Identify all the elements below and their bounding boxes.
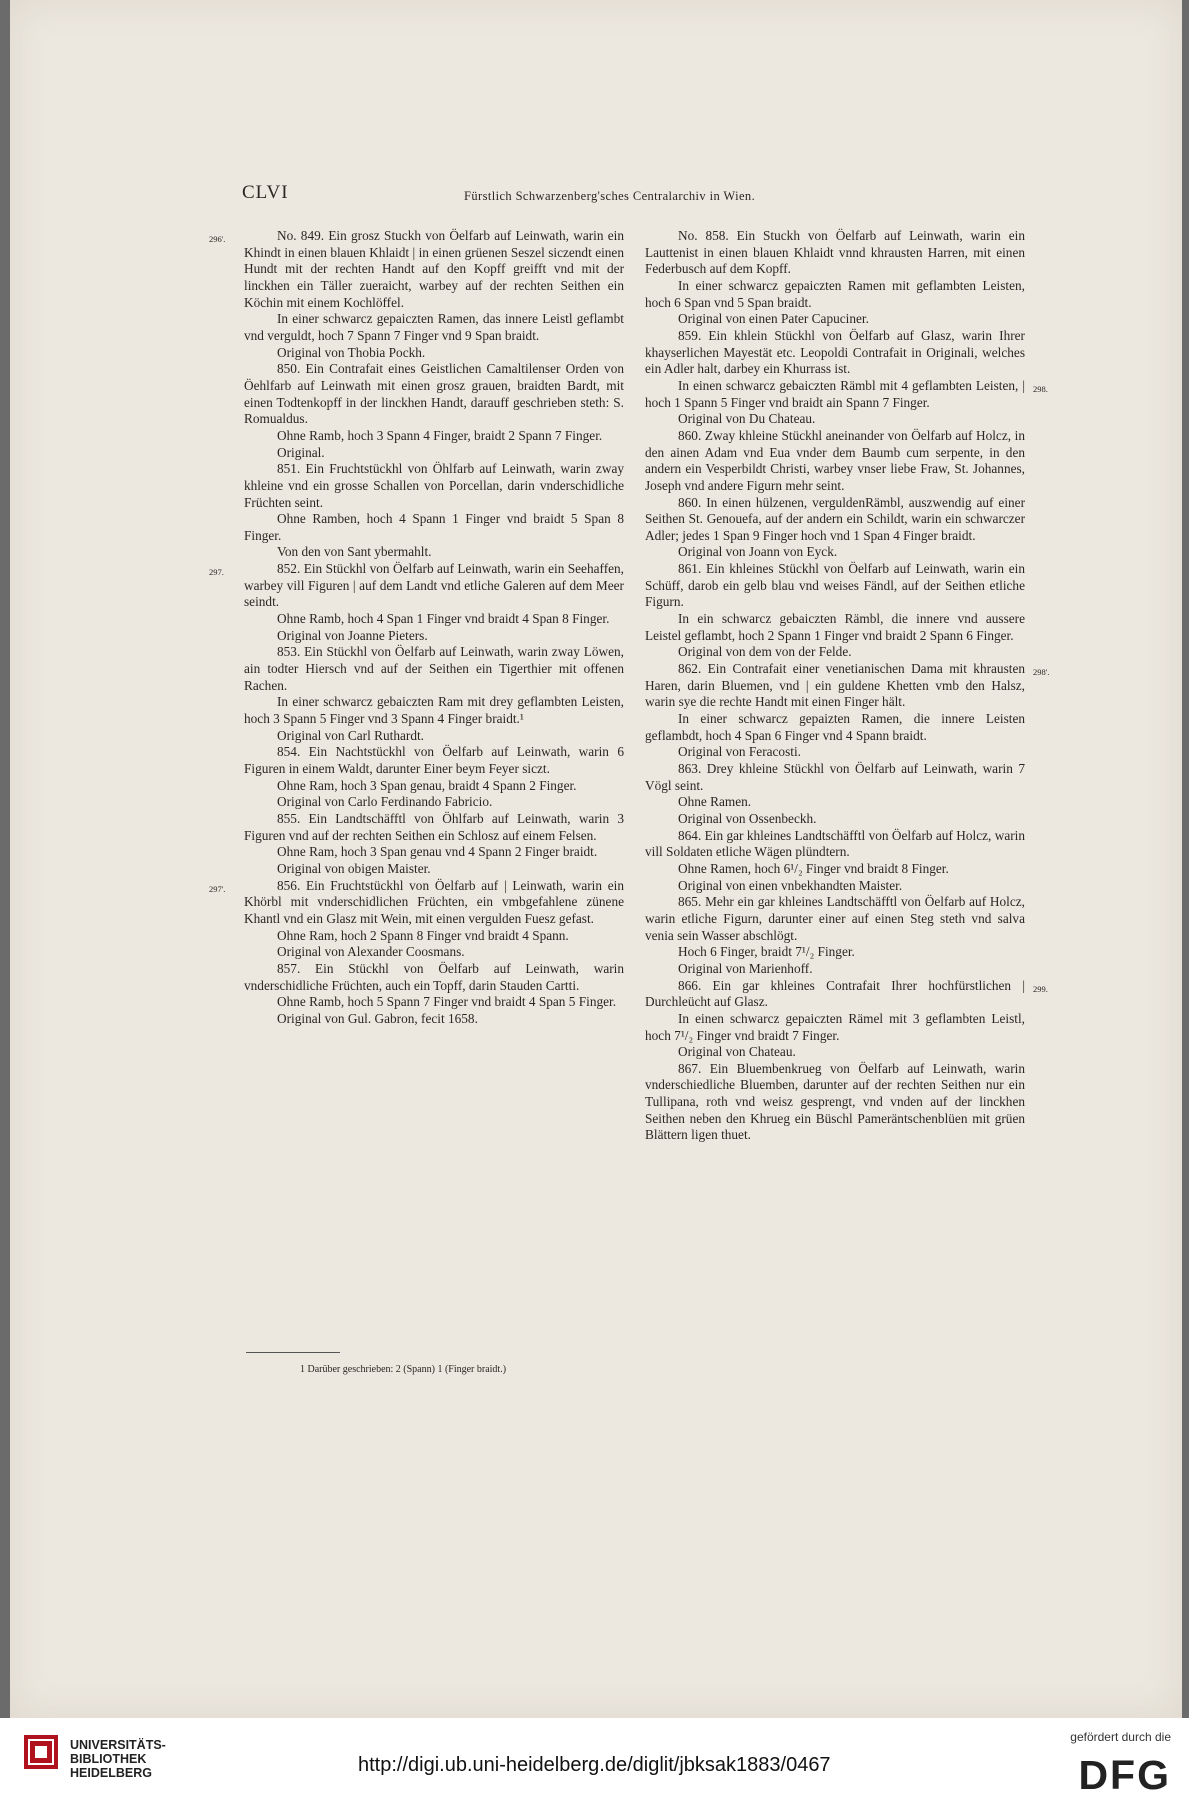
paragraph-text: Ohne Ramb, hoch 4 Span 1 Finger vnd braidt 4 Span 8 Finger.: [277, 611, 610, 627]
paragraph-text: Original von Ossenbeckh.: [678, 810, 817, 826]
paragraph-text: 862. Ein Contrafait einer venetianischen Dama mit khrausten Haren, darin Bluemen, vnd | ein guldene Khetten vmb den Halsz, warin sye die rechte Handt mit einen Finger hält.: [645, 661, 1025, 710]
paragraph-text: 855. Ein Landtschäfftl von Öhlfarb auf Leinwath, warin 3 Figuren vnd auf der rechten Seithen ein Schlosz auf einem Felsen.: [244, 810, 624, 843]
paragraph-text: 860. Zway khleine Stückhl aneinander von Öelfarb auf Holcz, in den ainen Adam vnd Eua vnder dem Baumb cum serpente, in den andern ein Vesperbildt Christi, warbey vnser liebe Fraw, St. Johannes, Joseph vnd andere Figurn mehr seint.: [645, 427, 1025, 493]
catalog-paragraph: [645, 228, 1025, 278]
margin-reference: 297.: [209, 567, 224, 578]
catalog-paragraph: [244, 345, 624, 362]
paragraph-text: 852. Ein Stückhl von Öelfarb auf Leinwath, warin ein Seehaffen, warbey vill Figuren | auf dem Landt vnd etliche Galeren auf dem Meer seindt.: [244, 561, 624, 610]
paragraph-text: Original von Alexander Coosmans.: [277, 944, 465, 960]
library-name-line-3: HEIDELBERG: [70, 1766, 152, 1780]
paragraph-text: Ohne Ramben, hoch 4 Spann 1 Finger vnd braidt 5 Span 8 Finger.: [244, 511, 624, 543]
paragraph-text: Ohne Ramen, hoch 6¹/₂ Finger vnd braidt 8 Finger.: [678, 860, 949, 876]
catalog-paragraph: [645, 794, 1025, 811]
catalog-paragraph: [244, 445, 624, 462]
catalog-paragraph: [645, 861, 1025, 878]
catalog-paragraph: [645, 744, 1025, 761]
paragraph-text: Original von Chateau.: [678, 1044, 796, 1060]
catalog-paragraph: [645, 977, 1048, 1011]
catalog-paragraph: [645, 428, 1025, 495]
catalog-paragraph: [244, 511, 624, 544]
margin-reference: 299.: [1033, 983, 1048, 994]
catalog-paragraph: [645, 661, 1050, 711]
catalog-paragraph: [645, 711, 1025, 744]
catalog-paragraph: [645, 544, 1025, 561]
catalog-paragraph: [645, 894, 1025, 944]
library-name: [70, 1738, 166, 1780]
catalog-paragraph: [244, 361, 624, 428]
catalog-paragraph: [244, 861, 624, 878]
catalog-paragraph: [244, 428, 624, 445]
library-logo-icon: [24, 1735, 58, 1769]
catalog-paragraph: [244, 728, 624, 745]
paragraph-text: Ohne Ramen.: [678, 794, 752, 810]
paragraph-text: 866. Ein gar khleines Contrafait Ihrer hochfürstlichen | Durchleücht auf Glasz.: [645, 977, 1025, 1010]
catalog-paragraph: [645, 495, 1025, 545]
paragraph-text: 854. Ein Nachtstückhl von Öelfarb auf Leinwath, warin 6 Figuren in einem Waldt, darunter Einer beym Feyer siczt.: [244, 744, 624, 776]
page-number: CLVI: [242, 182, 289, 203]
paragraph-text: Ohne Ram, hoch 2 Spann 8 Finger vnd braidt 4 Spann.: [277, 927, 569, 943]
catalog-paragraph: [244, 694, 624, 727]
paragraph-text: Original.: [277, 444, 325, 460]
catalog-paragraph: [244, 844, 624, 861]
margin-reference: 298'.: [1033, 667, 1050, 678]
catalog-paragraph: [244, 1011, 624, 1028]
catalog-paragraph: [244, 644, 624, 694]
paragraph-text: In ein schwarcz gebaiczten Rämbl, die innere vnd aussere Leistel geflambt, hoch 2 Spann 1 Finger vnd braidt 2 Spann 6 Finger.: [645, 611, 1025, 643]
paragraph-text: Original von Feracosti.: [678, 744, 801, 760]
paragraph-text: 860. In einen hülzenen, verguldenRämbl, auszwendig auf einer Seithen St. Genouefa, auf der andern ein Schildt, warin ein schwarczer Adler; jedes 1 Span 9 Finger hoch vnd 1 Span 4 Finger braidt.: [645, 494, 1025, 543]
catalog-paragraph: [645, 328, 1025, 378]
catalog-paragraph: [244, 544, 624, 561]
paragraph-text: 851. Ein Fruchtstückhl von Öhlfarb auf Leinwath, warin zway khleine vnd ein grosse Schallen von Porcellan, darin vnderschidliche Früchten seint.: [244, 461, 624, 510]
paragraph-text: 867. Ein Bluembenkrueg von Öelfarb auf Leinwath, warin vnderschiedliche Bluemben, darunter auf der rechten Seithen nur ein Tullipana, roth vnd weisz gesprengt, vnd vnden auf der linckhen Seithen neben den Khrueg ein Büschl Pameräntschenblüen mit grüen Blättern ligen thuet.: [645, 1060, 1025, 1143]
catalog-paragraph: [645, 1011, 1025, 1044]
catalog-paragraph: [244, 928, 624, 945]
paragraph-text: In einer schwarcz gepaiczten Ramen mit geflambten Leisten, hoch 6 Span vnd 5 Span braidt.: [645, 277, 1025, 310]
paragraph-text: 863. Drey khleine Stückhl von Öelfarb auf Leinwath, warin 7 Vögl seint.: [645, 761, 1025, 793]
catalog-paragraph: [244, 944, 624, 961]
paragraph-text: No. 858. Ein Stuckh von Öelfarb auf Leinwath, warin ein Lauttenist in einen blauen Khlaidt vnnd khrausten Harren, mit einen Federbusch auf dem Kopff.: [645, 228, 1025, 277]
margin-reference: 298.: [1033, 383, 1048, 394]
right-text-column: [645, 228, 1050, 1144]
paragraph-text: Original von Du Chateau.: [678, 411, 816, 427]
catalog-paragraph: [645, 828, 1025, 861]
left-text-column: [209, 228, 624, 1028]
catalog-paragraph: [645, 561, 1025, 611]
catalog-paragraph: [244, 778, 624, 795]
library-name-line-2: BIBLIOTHEK: [70, 1752, 147, 1766]
paragraph-text: Original von einen vnbekhandten Maister.: [678, 877, 903, 893]
catalog-paragraph: [645, 1061, 1025, 1144]
paragraph-text: In einer schwarcz gepaiczten Ramen, das innere Leistl geflambt vnd verguldt, hoch 7 Spann 7 Finger vnd 9 Span braidt.: [244, 311, 624, 343]
paragraph-text: 856. Ein Fruchtstückhl von Öelfarb auf | Leinwath, warin ein Khörbl mit vnderschidlichen Früchten, ein vmbgefahlene zünene Khantl vnd ein Glasz mit Wein, mit einen vergulden Fuesz gefast.: [244, 877, 624, 926]
catalog-paragraph: [244, 628, 624, 645]
catalog-paragraph: [645, 644, 1025, 661]
paragraph-text: 850. Ein Contrafait eines Geistlichen Camaltilenser Orden von Öehlfarb auf Leinwath mit einen grosz grauen, braidten Bardt, mit einen Todtenkopff in der linckhen Handt, darauff geschrieben steth: S. Romualdus.: [244, 361, 624, 427]
paragraph-text: 857. Ein Stückhl von Öelfarb auf Leinwath, warin vnderschidliche Früchten, auch ein Topff, darin Stauden Cartti.: [244, 960, 624, 993]
paragraph-text: Hoch 6 Finger, braidt 7¹/₂ Finger.: [678, 944, 855, 960]
catalog-paragraph: [244, 961, 624, 994]
catalog-paragraph: [244, 311, 624, 344]
catalog-paragraph: [209, 561, 624, 611]
paragraph-text: Original von Joann von Eyck.: [678, 544, 838, 560]
catalog-paragraph: [645, 311, 1025, 328]
paragraph-text: Ohne Ram, hoch 3 Span genau, braidt 4 Spann 2 Finger.: [277, 777, 577, 793]
catalog-paragraph: [209, 228, 624, 311]
sponsor-text: gefördert durch die: [1070, 1730, 1171, 1744]
dfg-logo: DFG: [1078, 1752, 1171, 1798]
library-name-line-1: UNIVERSITÄTS-: [70, 1738, 166, 1752]
paragraph-text: 859. Ein khlein Stückhl von Öelfarb auf Glasz, warin Ihrer khayserlichen Mayestät etc. Leopoldi Contrafait in Originali, welches ein Adler halt, darbey ein Khurrass ist.: [645, 327, 1025, 377]
catalog-paragraph: [645, 411, 1025, 428]
paragraph-text: Original von Carlo Ferdinando Fabricio.: [277, 794, 493, 810]
paragraph-text: 865. Mehr ein gar khleines Landtschäfftl von Öelfarb auf Holcz, warin etliche Figurn, darunter einer auf einen Steg steth vnd salva venia sein Wasser abschlögt.: [645, 894, 1025, 943]
catalog-paragraph: [645, 377, 1048, 411]
catalog-paragraph: [645, 611, 1025, 644]
paragraph-text: Original von Carl Ruthardt.: [277, 727, 424, 743]
catalog-paragraph: [645, 878, 1025, 895]
paragraph-text: Original von obigen Maister.: [277, 860, 431, 876]
catalog-paragraph: [244, 744, 624, 777]
scanned-page: [10, 0, 1182, 1718]
paragraph-text: 864. Ein gar khleines Landtschäfftl von Öelfarb auf Holcz, warin vill Soldaten etliche Wägen plündtern.: [645, 827, 1025, 860]
paragraph-text: In einen schwarcz gepaiczten Rämel mit 3 geflambten Leistl, hoch 7¹/₂ Finger vnd braidt 7 Finger.: [645, 1010, 1025, 1043]
footnote-rule: [246, 1352, 340, 1353]
catalog-paragraph: [645, 811, 1025, 828]
source-url-link[interactable]: http://digi.ub.uni-heidelberg.de/diglit/jbksak1883/0467: [358, 1754, 831, 1776]
catalog-paragraph: [645, 1044, 1025, 1061]
paragraph-text: Original von dem von der Felde.: [678, 644, 852, 660]
catalog-paragraph: [244, 794, 624, 811]
catalog-paragraph: [645, 961, 1025, 978]
catalog-paragraph: [209, 877, 624, 928]
paragraph-text: Original von einen Pater Capuciner.: [678, 311, 869, 327]
catalog-paragraph: [645, 278, 1025, 311]
catalog-paragraph: [244, 811, 624, 844]
paragraph-text: Original von Gul. Gabron, fecit 1658.: [277, 1010, 478, 1026]
catalog-paragraph: [244, 461, 624, 511]
footnote: 1 Darüber geschrieben: 2 (Spann) 1 (Finger braidt.): [300, 1364, 507, 1375]
running-title: Fürstlich Schwarzenberg'sches Centralarchiv in Wien.: [464, 189, 756, 203]
paragraph-text: Original von Marienhoff.: [678, 960, 813, 976]
margin-reference: 296'.: [209, 234, 226, 244]
paragraph-text: Ohne Ram, hoch 3 Span genau vnd 4 Spann 2 Finger braidt.: [277, 844, 598, 860]
catalog-paragraph: [645, 944, 1025, 961]
paragraph-text: In einer schwarcz gebaiczten Ram mit drey geflambten Leisten, hoch 3 Spann 5 Finger vnd 3 Spann 4 Finger braidt.¹: [244, 694, 624, 727]
paragraph-text: No. 849. Ein grosz Stuckh von Öelfarb auf Leinwath, warin ein Khindt in einen blauen Khlaidt | in einen grüenen Seszel siczendt einen Hundt mit der rechten Handt auf den Kopff greifft vnd mit der linckhen ein Täller zueraicht, warbey auf der rechten Seithen ein Köchin mit einem Kochlöffel.: [244, 228, 624, 310]
paragraph-text: Original von Joanne Pieters.: [277, 627, 428, 643]
paragraph-text: In einer schwarcz gepaizten Ramen, die innere Leisten geflambdt, hoch 4 Span 6 Finger vnd 4 Spann braidt.: [645, 711, 1025, 743]
paragraph-text: In einen schwarcz gebaiczten Rämbl mit 4 geflambten Leisten, | hoch 1 Spann 5 Finger vnd braidt ain Spann 7 Finger.: [645, 377, 1025, 410]
paragraph-text: Von den von Sant ybermahlt.: [277, 544, 432, 560]
paragraph-text: Original von Thobia Pockh.: [277, 344, 426, 360]
catalog-paragraph: [244, 994, 624, 1011]
paragraph-text: 861. Ein khleines Stückhl von Öelfarb auf Leinwath, warin ein Schüff, darob ein gelb blau vnd weises Fändl, auf der Seithen etliche Figurn.: [645, 561, 1025, 610]
paragraph-text: 853. Ein Stückhl von Öelfarb auf Leinwath, warin zway Löwen, ain todter Hiersch vnd auf der Seithen ein Tigerthier mit offenen Rachen.: [244, 644, 624, 693]
footer-bar: [0, 1718, 1189, 1803]
catalog-paragraph: [244, 611, 624, 628]
paragraph-text: Ohne Ramb, hoch 3 Spann 4 Finger, braidt 2 Spann 7 Finger.: [277, 427, 603, 443]
catalog-paragraph: [645, 761, 1025, 794]
margin-reference: 297'.: [209, 883, 226, 894]
paragraph-text: Ohne Ramb, hoch 5 Spann 7 Finger vnd braidt 4 Span 5 Finger.: [277, 994, 617, 1010]
